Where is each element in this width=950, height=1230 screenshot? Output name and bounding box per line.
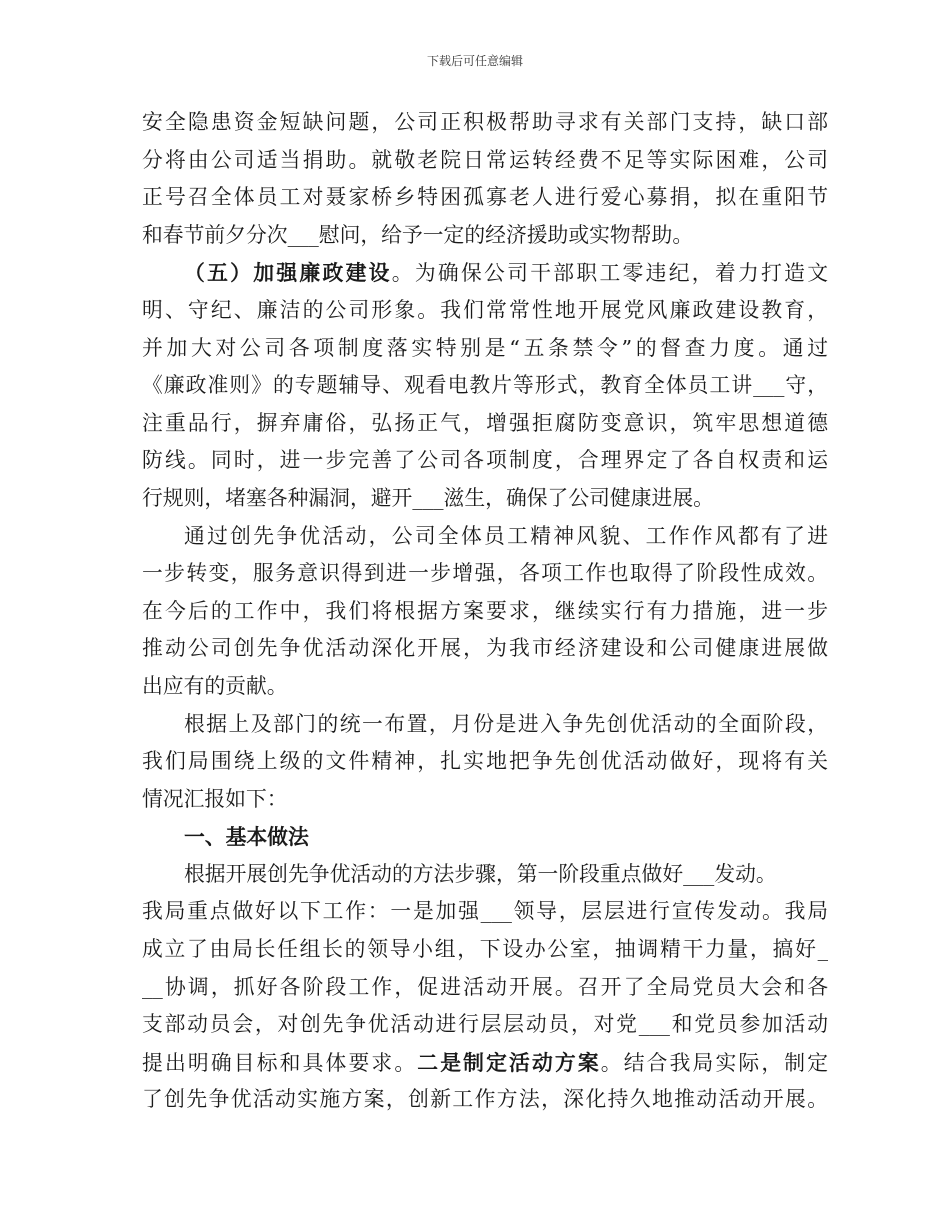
text-line	[142, 781, 828, 819]
line-text: 出应有的贡献。	[142, 673, 288, 698]
text-line	[142, 405, 828, 443]
line-text: 。结合我局实际，制定	[600, 1050, 829, 1075]
line-text: 提出明确目标和具体要求。	[142, 1050, 418, 1075]
text-line	[142, 1081, 828, 1119]
text-line	[142, 818, 828, 856]
page-header: 下载后可任意编辑	[426, 54, 523, 68]
text-line	[142, 593, 828, 631]
line-text: 推动公司创先争优活动深化开展，为我市经济建设和公司健康进展做	[142, 636, 828, 661]
text-line	[142, 931, 828, 969]
text-line	[142, 217, 828, 255]
document-body	[142, 104, 828, 1119]
line-text: 在今后的工作中，我们将根据方案要求，继续实行有力措施，进一步	[142, 598, 828, 623]
line-text: 通过创先争优活动，公司全体员工精神风貌、工作作风都有了进	[184, 523, 828, 548]
text-line	[142, 706, 828, 744]
text-line	[142, 969, 828, 1007]
line-text: __协调，抓好各阶段工作，促进活动开展。召开了全局党员大会和各	[142, 974, 828, 999]
text-line	[142, 668, 828, 706]
line-text: 成立了由局长任组长的领导小组，下设办公室，抽调精干力量，搞好_	[142, 937, 828, 962]
line-text: 分将由公司适当捐助。就敬老院日常运转经费不足等实际困难，公司	[142, 147, 828, 172]
text-line	[142, 1006, 828, 1044]
text-line	[142, 254, 828, 292]
line-text: 。为确保公司干部职工零违纪，着力打造文	[391, 261, 828, 286]
text-line	[142, 330, 828, 368]
text-line	[142, 367, 828, 405]
line-text: 支部动员会，对创先争优活动进行层层动员，对党___和党员参加活动	[142, 1012, 828, 1037]
text-line	[142, 518, 828, 556]
line-text: 情况汇报如下：	[142, 786, 288, 811]
line-text: 并加大对公司各项制度落实特别是“五条禁令”的督查力度。通过	[142, 335, 828, 360]
bold-heading: （五）加强廉政建设	[184, 260, 392, 286]
text-line	[142, 104, 828, 142]
text-line	[142, 743, 828, 781]
line-text: 防线。同时，进一步完善了公司各项制度，合理界定了各自权责和运	[142, 448, 828, 473]
text-line	[142, 893, 828, 931]
text-line	[142, 856, 828, 894]
line-text: 《廉政准则》的专题辅导、观看电教片等形式，教育全体员工讲___守，	[142, 373, 828, 398]
line-text: 和春节前夕分次___慰问，给予一定的经济援助或实物帮助。	[142, 222, 694, 247]
bold-heading: 二是制定活动方案	[417, 1049, 601, 1075]
line-text: 根据上及部门的统一布置，月份是进入争先创优活动的全面阶段，	[184, 711, 828, 736]
bold-heading: 一、基本做法	[184, 824, 309, 850]
text-line	[142, 292, 828, 330]
text-line	[142, 630, 828, 668]
line-text: 正号召全体员工对聂家桥乡特困孤寡老人进行爱心募捐，拟在重阳节	[142, 185, 828, 210]
line-text: 我局重点做好以下工作：一是加强___领导，层层进行宣传发动。我局	[142, 899, 828, 924]
line-text: 行规则，堵塞各种漏洞，避开___滋生，确保了公司健康进展。	[142, 485, 714, 510]
line-text: 我们局围绕上级的文件精神，扎实地把争先创优活动做好，现将有关	[142, 749, 828, 774]
line-text: 根据开展创先争优活动的方法步骤，第一阶段重点做好___发动。	[184, 861, 777, 886]
text-line	[142, 555, 828, 593]
line-text: 明、守纪、廉洁的公司形象。我们常常性地开展党风廉政建设教育，	[142, 297, 828, 322]
line-text: 安全隐患资金短缺问题，公司正积极帮助寻求有关部门支持，缺口部	[142, 110, 828, 134]
text-line	[142, 1044, 828, 1082]
text-line	[142, 179, 828, 217]
text-line	[142, 480, 828, 518]
line-text: 一步转变，服务意识得到进一步增强，各项工作也取得了阶段性成效。	[142, 561, 828, 586]
text-line	[142, 142, 828, 180]
text-line	[142, 442, 828, 480]
line-text: 了创先争优活动实施方案，创新工作方法，深化持久地推动活动开展。	[142, 1087, 828, 1112]
line-text: 注重品行，摒弃庸俗，弘扬正气，增强拒腐防变意识，筑牢思想道德	[142, 410, 828, 435]
